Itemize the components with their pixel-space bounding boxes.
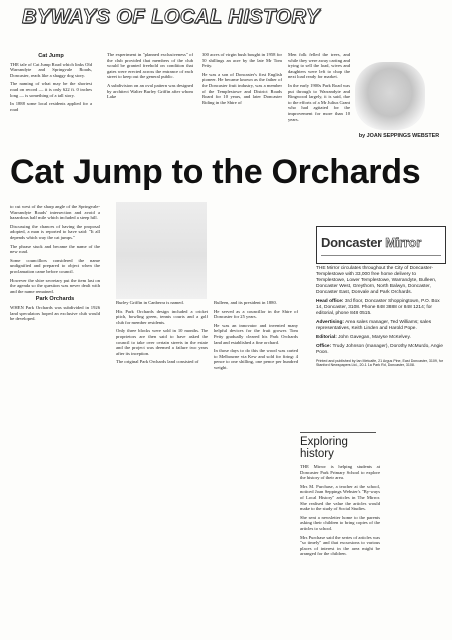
paragraph: Mrs M. Purchase, a teacher at the school, noticed Joan Seppings Webster's "By-ways of Local History" articles in The Mirror. She realised the value the articles would make to the study of Social Studies.: [300, 483, 380, 512]
mirror-editorial: Editorial: John Gavegan, Maryse McKelvey.: [316, 335, 411, 340]
paragraph: He was an innovator and invented many helpful devices for the fruit grower. Tom Petty gradually cleared his Park Orchards land and established a fine orchard.: [214, 322, 298, 345]
paragraph: Some councillors considered the name undignified and prepared to object when the proclamation came before council.: [10, 257, 100, 274]
paragraph: Bulleen, and its president in 1880.: [214, 300, 277, 305]
mirror-masthead: [316, 226, 446, 264]
subhead-cat-jump: Cat Jump: [38, 53, 64, 59]
paragraph: The original Park Orchards land consisted of: [116, 359, 199, 365]
divider: [321, 255, 441, 256]
column-lower-left: [10, 204, 100, 404]
paragraph: In 1888 some local residents applied for a road: [10, 101, 92, 112]
author-photo: [355, 62, 425, 130]
column-lower-mid: [116, 300, 208, 430]
paragraph: She sent a newsletter home to the parents asking their children to bring copies of the articles to school.: [300, 514, 380, 531]
paragraph: Mrs Purchase said the series of articles was "so timely" and that excursions to various places of interest in the area might be arranged for the children.: [300, 534, 380, 557]
mirror-circulation: THE Mirror circulates throughout the City of Doncaster-Templestowe with 33,000 free home delivery to Templestowe, Lower Templestowe, Warrandyte, Bulleen, Doncaster West, Greythorn, North Balwyn, Doncaster, Doncaster East, Donvale and Park Orchards.: [316, 266, 437, 295]
mirror-office: Office: Trudy Johnson (manager), Dorothy McMurdo, Angie Poon.: [316, 344, 443, 355]
paragraph: However the shire secretary put the item last on the agenda so the question was never dealt with and the name remained.: [10, 277, 100, 294]
mirror-info: [316, 266, 446, 371]
column-lower-mid2: [214, 300, 298, 430]
paragraph: Only three blocks were sold in 10 months. The proprietors are then said to have asked the council to take over certain streets in the estate and the project was deemed a failure two years after its inception.: [116, 328, 208, 356]
photo-placeholder: [116, 202, 207, 299]
paragraph: He served as a councillor in the Shire of Doncaster for 25 years.: [214, 308, 298, 320]
column-experiment: [107, 52, 193, 148]
mirror-logo-mirror: Mirror: [385, 235, 421, 250]
column-men-folk: [288, 52, 350, 148]
paragraph: In those days to do this the wood was carted to Melbourne via Kew and sold for firing: 4 pence to one shilling, one pence per hundred weight.: [214, 348, 298, 370]
mirror-imprint: Printed and published by Ian Metcalfe, 21 Argus Pine, East Doncaster, 3109, for Stanford Newspapers Ltd., 20-1 1a Park Rd, Doncaster, 3108.: [316, 359, 444, 368]
paragraph: WHEN Park Orchards was subdivided in 1926 land speculators hoped an exclusive club would be developed.: [10, 304, 100, 322]
exploring-history-title: Exploring history: [300, 432, 376, 462]
column-tom-petty: [202, 52, 282, 148]
mirror-advertising: Advertising: Area sales manager, Ted Williams; sales representatives, Keith Linden and Harold Pope.: [316, 320, 432, 331]
paragraph: THE tale of Cat Jump Road which links Old Warrandyte and Springvale Roads, Doncaster, reads like a shaggy dog story.: [10, 61, 92, 78]
paragraph: to cut west of the sharp angle of the Springvale-Warrandyte Roads' intersection and avoid a hazardous half mile which included a steep hill.: [10, 204, 100, 221]
paragraph: In the early 1900s Park Road was put through to Warrandyte and Ringwood largely, it is said, due to the efforts of a Mr Julius Grant who had agitated for the improvement for more than 10 years.: [288, 82, 350, 122]
paragraph: Discussing the chances of having the proposal adopted, a man is reported to have said: "It all depends which way the cat jumps.": [10, 223, 100, 240]
column-exploring-history: [300, 464, 380, 634]
byline: by JOAN SEPPINGS WEBSTER: [358, 133, 440, 139]
paragraph: The experiment in "planned exclusiveness" of the club provided that members of the club would be granted freehold on condition that gates were erected across the entrance of each street to keep out the general public.: [107, 52, 193, 80]
column-cat-jump: [10, 52, 92, 148]
photo-caption: Burley Griffin in Canberra is named.: [116, 300, 184, 305]
paragraph: A subdivision on an oval pattern was designed by architect Walter Burley Griffin after whom Lake: [107, 82, 193, 100]
paragraph: 300 acres of virgin bush bought in 1958 for 50 shillings an acre by the late Mr Tom Petty.: [202, 52, 282, 69]
paragraph: The naming of what may be the shortest road on record — it is only 622 ft. 0 inches long — is something of a tall story.: [10, 81, 92, 98]
mirror-head-office: Head office: 3rd floor, Doncaster Shoppingtown, P.O. Box 14, Doncaster, 3108. Phone 848 3888 or 848 1214; for editorial, phone 848 0515.: [316, 299, 440, 316]
paragraph: His Park Orchards design included a cricket pitch, bowling green, tennis courts and a golf club for member residents.: [116, 308, 208, 325]
paragraph: He was a son of Doncaster's first English pioneer. He became known as the father of the Doncaster fruit industry, was a member of the Templestowe and District Roads Board for 10 years, and later Doncaster Riding in the Shire of: [202, 71, 282, 105]
subhead-park-orchards: Park Orchards: [35, 296, 75, 303]
mirror-logo: [321, 235, 421, 250]
mirror-logo-doncaster: Doncaster: [321, 235, 382, 250]
paragraph: Men folk felled the trees, and while they were away carting and trying to sell the load, wives and daughters were left to chop the next load ready for market.: [288, 52, 350, 80]
paragraph: The phrase stuck and became the name of the new road.: [10, 243, 100, 255]
headline: Cat Jump to the Orchards: [10, 153, 421, 191]
banner-title: BYWAYS OF LOCAL HISTORY: [22, 6, 320, 28]
paragraph: THE Mirror is helping students at Doncaster Park Primary School to explore the history of their area.: [300, 464, 380, 481]
